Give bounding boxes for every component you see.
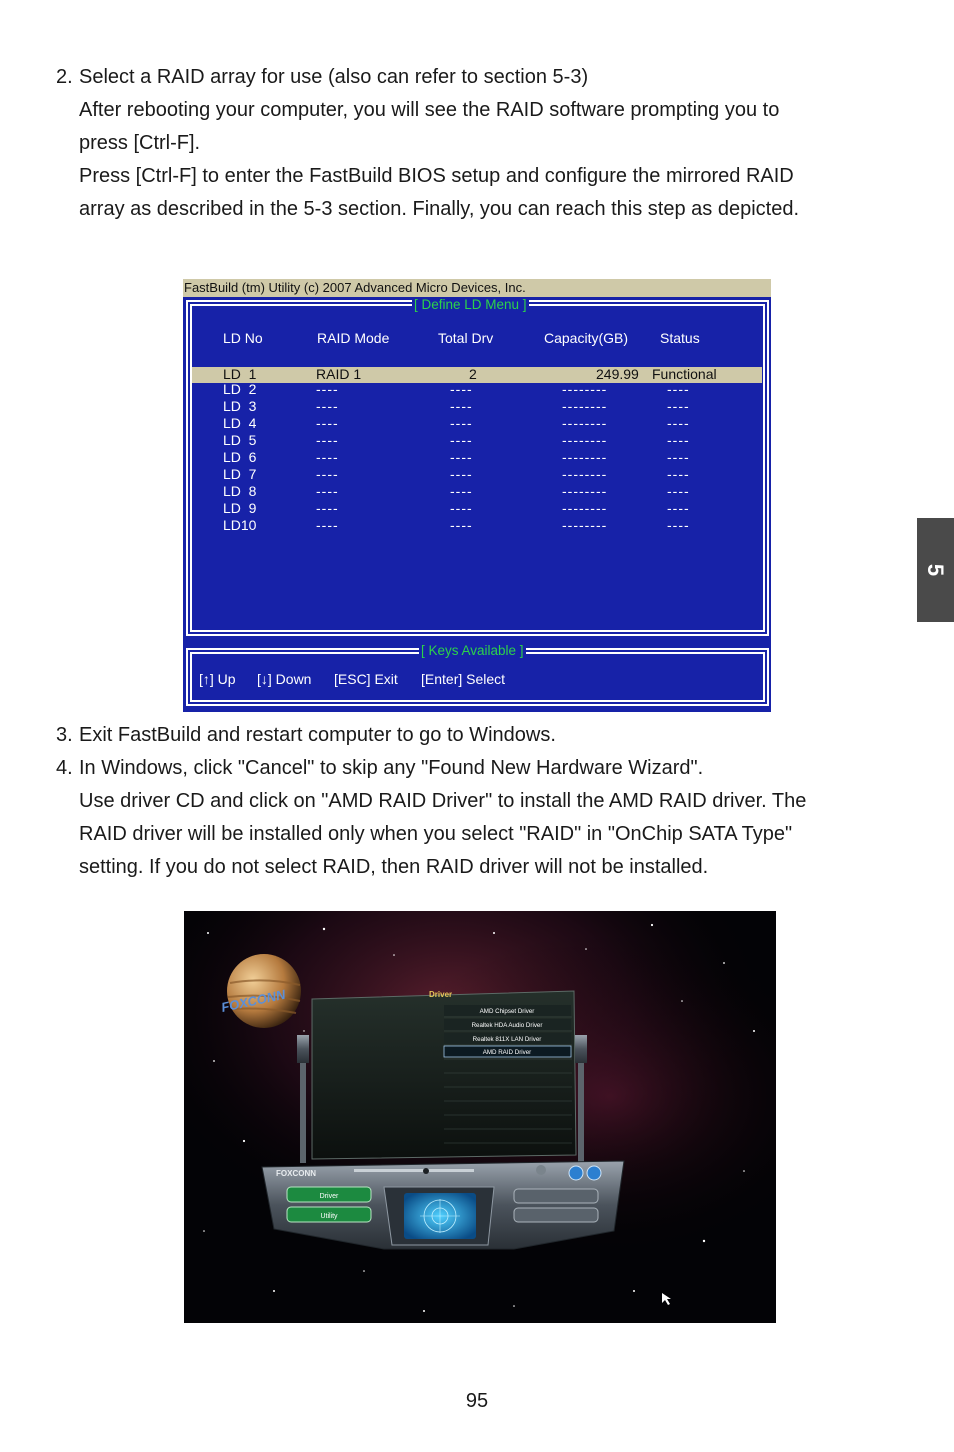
ld-cell: LD 6 bbox=[223, 449, 257, 465]
driver-item-label: AMD RAID Driver bbox=[482, 1049, 532, 1056]
empty-nav-slot bbox=[514, 1189, 598, 1203]
drv-cell: ---- bbox=[450, 517, 473, 533]
step-line: Select a RAID array for use (also can refer to section 5-3) bbox=[79, 66, 589, 88]
mode-cell: ---- bbox=[316, 381, 339, 397]
status-cell: ---- bbox=[667, 500, 690, 516]
drv-cell: ---- bbox=[450, 483, 473, 499]
column-header-mode: RAID Mode bbox=[317, 330, 390, 346]
cap-cell: -------- bbox=[562, 415, 608, 431]
close-icon[interactable] bbox=[587, 1166, 601, 1180]
ld-cell: LD 3 bbox=[223, 398, 257, 414]
step-line: Press [Ctrl-F] to enter the FastBuild BIOS setup and configure the mirrored RAID bbox=[79, 165, 794, 187]
ld-cell: LD 1 bbox=[223, 366, 257, 382]
mode-cell: ---- bbox=[316, 398, 339, 414]
ld-cell: LD 8 bbox=[223, 483, 257, 499]
drv-cell: ---- bbox=[450, 466, 473, 482]
ld-cell: LD 9 bbox=[223, 500, 257, 516]
ld-cell: LD 7 bbox=[223, 466, 257, 482]
status-cell: ---- bbox=[667, 432, 690, 448]
status-cell: ---- bbox=[667, 415, 690, 431]
mode-cell: ---- bbox=[316, 415, 339, 431]
status-cell: ---- bbox=[667, 449, 690, 465]
ld-cell: LD 4 bbox=[223, 415, 257, 431]
step-number: 4. bbox=[56, 757, 73, 779]
driver-item-label: Realtek 811X LAN Driver bbox=[472, 1036, 542, 1043]
key-exit: [ESC] Exit bbox=[334, 671, 398, 687]
cap-cell: -------- bbox=[562, 500, 608, 516]
key-down: [↓] Down bbox=[257, 671, 312, 687]
step-line: In Windows, click "Cancel" to skip any "Found New Hardware Wizard". bbox=[79, 757, 704, 779]
nav-utility-label: Utility bbox=[320, 1213, 338, 1220]
mode-cell: ---- bbox=[316, 517, 339, 533]
status-cell: ---- bbox=[667, 517, 690, 533]
step-line: setting. If you do not select RAID, then RAID driver will not be installed. bbox=[79, 856, 709, 878]
step-2 bbox=[56, 61, 896, 226]
status-cell: ---- bbox=[667, 381, 690, 397]
status-cell: ---- bbox=[667, 398, 690, 414]
column-header-drv: Total Drv bbox=[438, 330, 494, 346]
key-up: [↑] Up bbox=[199, 671, 236, 687]
cap-cell: -------- bbox=[562, 432, 608, 448]
column-header-status: Status bbox=[660, 330, 700, 346]
step-line: After rebooting your computer, you will see the RAID software prompting you to bbox=[79, 99, 780, 121]
driver-item-label: Realtek HDA Audio Driver bbox=[471, 1022, 543, 1029]
cap-cell: -------- bbox=[562, 466, 608, 482]
nav-driver-label: Driver bbox=[319, 1193, 339, 1200]
status-cell: Functional bbox=[652, 366, 717, 382]
ld-cell: LD 2 bbox=[223, 381, 257, 397]
step-line: RAID driver will be installed only when you select "RAID" in "OnChip SATA Type" bbox=[79, 823, 793, 845]
cap-cell: -------- bbox=[562, 483, 608, 499]
step-3 bbox=[56, 719, 896, 752]
cap-cell: 249.99 bbox=[596, 366, 639, 382]
mode-cell: ---- bbox=[316, 500, 339, 516]
mode-cell: ---- bbox=[316, 483, 339, 499]
step-number: 3. bbox=[56, 724, 73, 746]
drv-cell: ---- bbox=[450, 398, 473, 414]
bios-title-bar: FastBuild (tm) Utility (c) 2007 Advanced Micro Devices, Inc. bbox=[183, 279, 771, 297]
cap-cell: -------- bbox=[562, 517, 608, 533]
page-number: 95 bbox=[465, 1390, 489, 1412]
ld-menu-label: [ Define LD Menu ] bbox=[414, 297, 527, 312]
step-line: array as described in the 5-3 section. Finally, you can reach this step as depicted. bbox=[79, 198, 800, 220]
step-number: 2. bbox=[56, 66, 73, 88]
column-header-ld: LD No bbox=[223, 330, 263, 346]
cap-cell: -------- bbox=[562, 381, 608, 397]
cap-cell: -------- bbox=[562, 449, 608, 465]
ld-cell: LD 5 bbox=[223, 432, 257, 448]
mode-cell: ---- bbox=[316, 432, 339, 448]
keys-label: [ Keys Available ] bbox=[421, 643, 524, 658]
drv-cell: ---- bbox=[450, 500, 473, 516]
status-cell: ---- bbox=[667, 483, 690, 499]
fastbuild-screenshot bbox=[183, 279, 771, 712]
drv-cell: ---- bbox=[450, 449, 473, 465]
step-line: Use driver CD and click on "AMD RAID Driver" to install the AMD RAID driver. The bbox=[79, 790, 807, 812]
planet-brand-text: FOXCONN bbox=[219, 986, 287, 1015]
drv-cell: ---- bbox=[450, 381, 473, 397]
empty-nav-slot bbox=[514, 1208, 598, 1222]
drv-cell: 2 bbox=[469, 366, 477, 382]
step-line: press [Ctrl-F]. bbox=[79, 132, 201, 154]
mode-cell: RAID 1 bbox=[316, 366, 362, 382]
driver-installer-screenshot bbox=[184, 911, 776, 1323]
mode-cell: ---- bbox=[316, 466, 339, 482]
ld-cell: LD10 bbox=[223, 517, 257, 533]
status-cell: ---- bbox=[667, 466, 690, 482]
drv-cell: ---- bbox=[450, 415, 473, 431]
chapter-number: 5 bbox=[923, 563, 949, 577]
chapter-tab bbox=[917, 518, 954, 622]
driver-item-label: AMD Chipset Driver bbox=[479, 1008, 535, 1015]
panel-title: Driver bbox=[429, 990, 453, 999]
step-line: Exit FastBuild and restart computer to go to Windows. bbox=[79, 724, 556, 746]
step-4 bbox=[56, 752, 896, 884]
minimize-icon[interactable] bbox=[569, 1166, 583, 1180]
cap-cell: -------- bbox=[562, 398, 608, 414]
driver-panel bbox=[312, 991, 576, 1159]
drv-cell: ---- bbox=[450, 432, 473, 448]
column-header-capacity: Capacity(GB) bbox=[544, 330, 629, 346]
mode-cell: ---- bbox=[316, 449, 339, 465]
console-brand: FOXCONN bbox=[276, 1169, 316, 1178]
key-select: [Enter] Select bbox=[421, 671, 506, 687]
